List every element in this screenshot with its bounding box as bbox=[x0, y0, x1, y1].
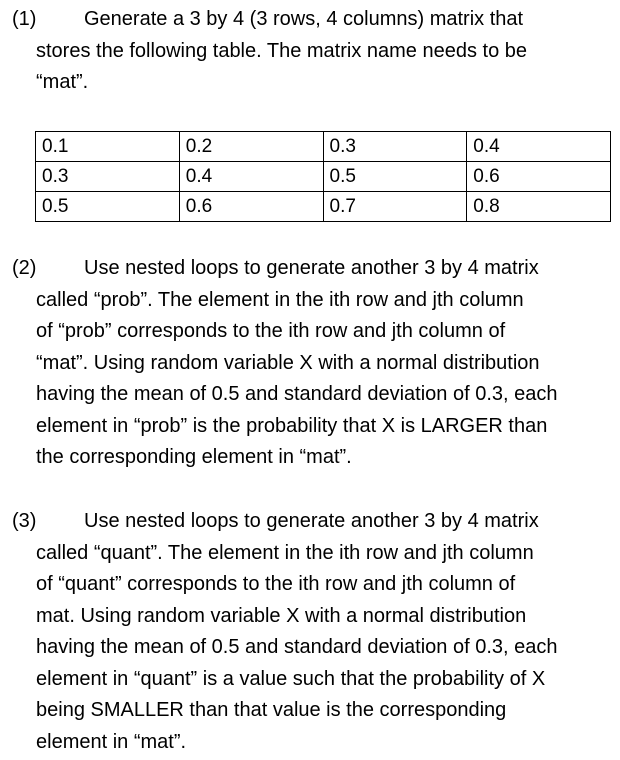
question-3 bbox=[12, 506, 612, 758]
mat-table bbox=[35, 131, 611, 222]
question-2-line-5: having the mean of 0.5 and standard deviation of 0.3, each bbox=[36, 383, 558, 405]
question-2-line-2: called “prob”. The element in the ith row and jth column bbox=[36, 288, 524, 311]
table-cell: 0.5 bbox=[323, 162, 467, 192]
table-cell: 0.3 bbox=[323, 132, 467, 162]
table-cell: 0.4 bbox=[179, 162, 323, 192]
question-3-line-3: of “quant” corresponds to the ith row and jth column of bbox=[36, 573, 516, 595]
question-1-line-3: “mat”. bbox=[36, 71, 89, 93]
question-1-line-1: Generate a 3 by 4 (3 rows, 4 columns) matrix that bbox=[84, 8, 524, 30]
question-3-first-line bbox=[12, 506, 612, 538]
table-cell: 0.7 bbox=[323, 192, 467, 222]
question-3-line-8: element in “mat”. bbox=[36, 730, 187, 753]
question-1-first-line bbox=[12, 4, 612, 36]
question-2 bbox=[12, 253, 612, 474]
question-3-line-2: called “quant”. The element in the ith row and jth column bbox=[36, 541, 534, 564]
question-2-first-line bbox=[12, 253, 612, 285]
question-3-line-5: having the mean of 0.5 and standard deviation of 0.3, each bbox=[36, 636, 558, 658]
table-cell: 0.3 bbox=[36, 162, 180, 192]
table-row bbox=[36, 132, 611, 162]
table-cell: 0.4 bbox=[467, 132, 611, 162]
question-3-line-1: Use nested loops to generate another 3 by 4 matrix bbox=[84, 510, 539, 532]
question-1-number: (1) bbox=[12, 8, 37, 30]
question-1 bbox=[12, 4, 612, 99]
question-2-number: (2) bbox=[12, 257, 37, 279]
table-row bbox=[36, 192, 611, 222]
question-2-line-1: Use nested loops to generate another 3 by 4 matrix bbox=[84, 257, 539, 279]
question-2-line-4: “mat”. Using random variable X with a normal distribution bbox=[36, 351, 540, 374]
question-3-line-7: being SMALLER than that value is the corresponding bbox=[36, 699, 507, 721]
question-3-line-6: element in “quant” is a value such that the probability of X bbox=[36, 667, 546, 690]
question-2-line-6: element in “prob” is the probability that X is LARGER than bbox=[36, 414, 548, 437]
table-cell: 0.5 bbox=[36, 192, 180, 222]
question-3-line-4: mat. Using random variable X with a normal distribution bbox=[36, 604, 527, 627]
question-1-line-2: stores the following table. The matrix name needs to be bbox=[36, 39, 528, 62]
question-2-line-7: the corresponding element in “mat”. bbox=[36, 446, 352, 468]
table-cell: 0.2 bbox=[179, 132, 323, 162]
table-cell: 0.6 bbox=[179, 192, 323, 222]
table-cell: 0.1 bbox=[36, 132, 180, 162]
question-3-number: (3) bbox=[12, 510, 37, 532]
table-cell: 0.8 bbox=[467, 192, 611, 222]
question-2-line-3: of “prob” corresponds to the ith row and jth column of bbox=[36, 320, 506, 342]
table-cell: 0.6 bbox=[467, 162, 611, 192]
table-row bbox=[36, 162, 611, 192]
